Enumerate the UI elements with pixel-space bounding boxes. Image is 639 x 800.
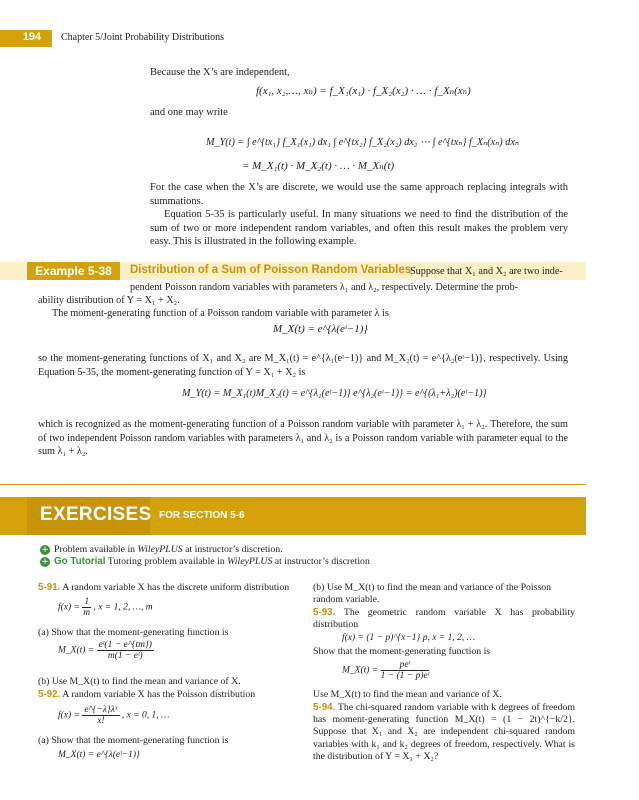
- formula-numerator: 1: [84, 597, 90, 607]
- example-lead: Suppose that X₁ and X₂ are two inde-: [410, 266, 563, 277]
- joint-density-equation: f(x₁, x₂,…, xₙ) = f_X₁(x₁) · f_X₂(x₂) · … · f_Xₙ(xₙ): [256, 85, 471, 97]
- formula-fraction: [82, 705, 119, 726]
- legend-tutorial-brand: WileyPLUS: [227, 556, 273, 567]
- exercise-5-93-show: Show that the moment-generating function is: [313, 646, 491, 657]
- formula-rhs: , x = 1, 2, …, m: [93, 602, 153, 613]
- formula-fraction: [82, 597, 91, 618]
- poisson-mgf-formula: M_X(t) = e^{λ(eᵗ−1)}: [58, 750, 140, 760]
- uniform-mgf-formula: [58, 640, 154, 661]
- intro-and-write: and one may write: [150, 107, 228, 118]
- go-tutorial-label: Go Tutorial: [54, 556, 106, 567]
- exercise-text: The chi-squared random variable with k degrees of freedom has moment-generating function M_X(t) = (1 − 2t)^{−k/2}. Suppose that X₁ and X₂ are independent chi-squared random variables with k₁ and k₂ degrees of freedom, respectively. What is the distribution of Y = X₁ + X₂?: [313, 702, 576, 762]
- legend-problem-suffix: at instructor’s discretion.: [182, 544, 283, 555]
- intro-paragraph-1: For the case when the X’s are discrete, we would use the same approach replacing integrals with summations.: [150, 182, 568, 207]
- exercise-text: A random variable X has the Poisson distribution: [62, 689, 256, 700]
- exercise-text: A random variable X has the discrete uniform distribution: [62, 582, 290, 593]
- exercise-number: 5-94.: [313, 702, 336, 713]
- exercise-text: The geometric random variable X has probability distribution: [313, 607, 575, 631]
- formula-denominator: x!: [97, 716, 105, 726]
- mgf-fraction: [381, 660, 430, 681]
- poisson-pmf-formula: [58, 705, 169, 726]
- example-conclusion: which is recognized as the moment-generating function of a Poisson random variable with parameter λ₁ + λ₂. Therefore, the sum of two independent Poisson random variables with parameters λ₁ and λ₂ is a Poisson random variable with parameter equal to the sum λ₁ + λ₂.: [38, 419, 568, 457]
- mgf-lhs: M_X(t) =: [58, 645, 95, 656]
- example-middle-paragraph: so the moment-generating functions of X₁ and X₂ are M_X₁(t) = e^{λ₁(eᵗ−1)} and M_X₂(t) = e^{λ₂(eᵗ−1)}, respectively. Using Equation 5-35, the moment-generating function of Y = X₁ + X₂ is: [38, 353, 568, 378]
- legend-problem: [54, 544, 283, 556]
- formula-lhs: f(x) =: [58, 710, 80, 721]
- exercise-5-92-part-b: (b) Use M_X(t) to find the mean and variance of the Poisson random variable.: [313, 582, 552, 606]
- mgf-numerator: peᵗ: [381, 660, 430, 671]
- example-title: Distribution of a Sum of Poisson Random Variables: [130, 264, 412, 276]
- geometric-mgf-formula: [342, 660, 429, 681]
- intro-paragraph-2: Equation 5-35 is particularly useful. In many situations we need to find the distribution of the sum of two or more independent random variables, and often this result makes the problem very easy. This is illustrated in the following example.: [150, 209, 568, 247]
- exercises-heading: EXERCISES: [40, 504, 152, 525]
- example-line-2: pendent Poisson random variables with parameters λ₁ and λ₂, respectively. Determine the prob-: [130, 282, 519, 293]
- exercise-number: 5-93.: [313, 607, 336, 618]
- exercise-5-93-use: Use M_X(t) to find the mean and variance of X.: [313, 689, 502, 700]
- running-title: Chapter 5/Joint Probability Distributions: [61, 32, 225, 43]
- exercise-number: 5-92.: [38, 689, 61, 700]
- poisson-mgf-equation: M_X(t) = e^{λ(eᵗ−1)}: [273, 323, 368, 335]
- geometric-pmf-formula: f(x) = (1 − p)^{x−1} p, x = 1, 2, …: [342, 633, 476, 643]
- formula-denominator: m: [83, 608, 91, 618]
- mgf-product-equation: = M_X₁(t) · M_X₂(t) · … · M_Xₙ(t): [242, 160, 395, 172]
- exercise-5-91-part-b: (b) Use M_X(t) to find the mean and variance of X.: [38, 676, 241, 687]
- sum-mgf-equation: M_Y(t) = M_X₁(t)M_X₂(t) = e^{λ₁(eᵗ−1)} e^{λ₂(eᵗ−1)} = e^{(λ₁+λ₂)(eᵗ−1)}: [182, 388, 487, 399]
- legend-tutorial-prefix: Tutoring problem available in: [105, 556, 228, 567]
- exercises-section-label: FOR SECTION 5-6: [159, 510, 245, 521]
- page-number: 194: [22, 31, 42, 43]
- example-line-4: The moment-generating function of a Poisson random variable with parameter λ is: [52, 308, 389, 319]
- mgf-denominator: 1 − (1 − p)eᵗ: [380, 671, 430, 681]
- exercise-number: 5-91.: [38, 582, 61, 593]
- legend-tutorial-suffix: at instructor’s discretion: [272, 556, 370, 567]
- exercise-5-91: [38, 582, 300, 594]
- exercise-5-92: [38, 689, 300, 701]
- mgf-integral-equation: M_Y(t) = ∫ e^{tx₁} f_X₁(x₁) dx₁ ∫ e^{tx₂} f_X₂(x₂) dx₂ ⋯ ∫ e^{txₙ} f_Xₙ(xₙ) dxₙ: [206, 137, 519, 148]
- exercise-5-94: [313, 702, 575, 763]
- example-bottom-rule: [0, 484, 586, 485]
- formula-lhs: f(x) =: [58, 602, 80, 613]
- uniform-pmf-formula: [58, 597, 153, 618]
- legend-problem-brand: WileyPLUS: [137, 544, 183, 555]
- formula-rhs: , x = 0, 1, …: [121, 710, 170, 721]
- mgf-numerator: eᵗ(1 − e^{tm}): [98, 640, 152, 650]
- legend-tutorial: [54, 556, 370, 568]
- intro-lead: Because the X’s are independent,: [150, 67, 290, 78]
- example-line-3: ability distribution of Y = X₁ + X₂.: [38, 295, 180, 306]
- mgf-denominator: m(1 − eᵗ): [107, 651, 143, 661]
- exercise-5-91-part-a: (a) Show that the moment-generating function is: [38, 627, 229, 638]
- tutorial-plus-icon: +: [41, 557, 49, 567]
- example-tag: Example 5-38: [27, 262, 120, 280]
- legend-problem-prefix: Problem available in: [54, 544, 138, 555]
- mgf-lhs: M_X(t) =: [342, 665, 379, 676]
- exercise-5-92-part-a: (a) Show that the moment-generating function is: [38, 735, 229, 746]
- mgf-fraction: [97, 640, 154, 661]
- formula-numerator: e^{−λ}λˣ: [84, 705, 118, 715]
- exercise-5-93: [313, 607, 575, 631]
- plus-circle-icon: +: [41, 545, 49, 555]
